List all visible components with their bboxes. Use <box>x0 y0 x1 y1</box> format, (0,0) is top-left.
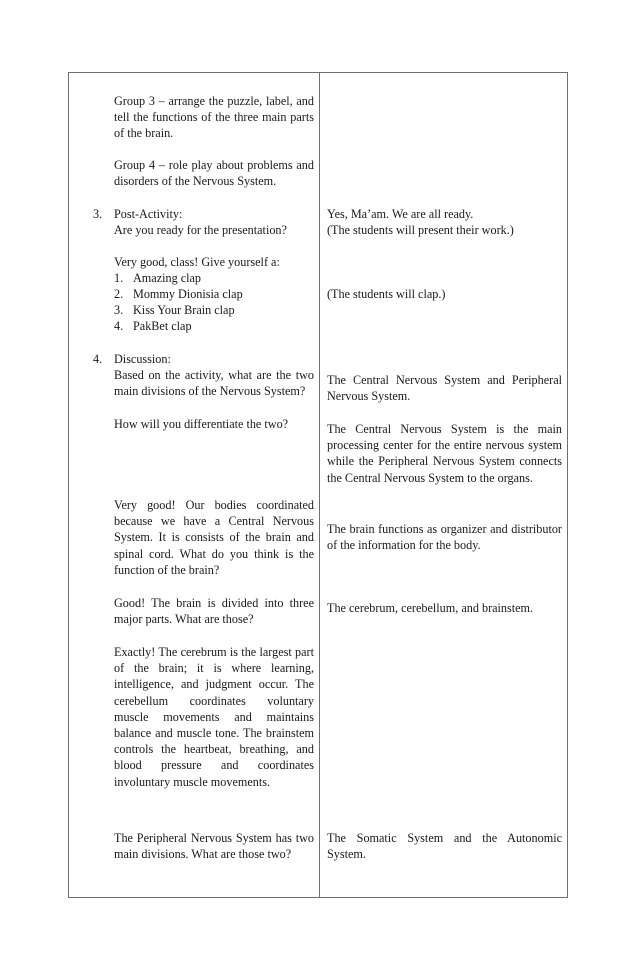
discussion-number: 4. <box>93 352 103 366</box>
discussion-heading: Discussion: <box>114 352 171 366</box>
question-brain-function: Very good! Our bodies coordinated because we have a Central Nervous System. It is consists of the brain and spinal cord. What do you think is the function of the brain? <box>114 498 314 577</box>
response-present: (The students will present their work.) <box>327 223 514 237</box>
response-brain-function: The brain functions as organizer and distributor of the information for the body. <box>327 522 562 553</box>
clap-label: Mommy Dionisia clap <box>133 287 243 301</box>
group3-instruction: Group 3 – arrange the puzzle, label, and tell the functions of the three main parts of the brain. <box>114 94 314 141</box>
response-brain-parts: The cerebrum, cerebellum, and brainstem. <box>327 601 534 615</box>
brain-parts-explanation: Exactly! The cerebrum is the largest part of the brain; it is where learning, intelligence, and judgment occur. The cerebellum coordinates voluntary muscle movements and maintains balance and muscle tone. The brainstem controls the heartbeat, breathing, and blood pressure and coordinates involuntary muscle movements. <box>114 645 314 789</box>
response-clap: (The students will clap.) <box>327 287 446 301</box>
clap-label: PakBet clap <box>133 319 192 333</box>
clap-label: Kiss Your Brain clap <box>133 303 235 317</box>
column-divider <box>319 72 320 898</box>
post-activity-number: 3. <box>93 207 103 221</box>
clap-label: Amazing clap <box>133 271 202 285</box>
question-two-divisions: Based on the activity, what are the two main divisions of the Nervous System? <box>114 368 314 399</box>
response-ready: Yes, Ma’am. We are all ready. <box>327 207 474 221</box>
clap-number: 2. <box>114 287 124 301</box>
praise-text: Very good, class! Give yourself a: <box>114 255 280 269</box>
post-activity-heading: Post-Activity: <box>114 207 183 221</box>
question-brain-parts: Good! The brain is divided into three major parts. What are those? <box>114 596 314 627</box>
question-differentiate: How will you differentiate the two? <box>114 417 289 431</box>
clap-number: 1. <box>114 271 124 285</box>
response-pns-divisions: The Somatic System and the Autonomic System. <box>327 831 562 862</box>
group4-instruction: Group 4 – role play about problems and disorders of the Nervous System. <box>114 158 314 189</box>
question-pns-divisions: The Peripheral Nervous System has two main divisions. What are those two? <box>114 831 314 862</box>
clap-number: 4. <box>114 319 124 333</box>
clap-number: 3. <box>114 303 124 317</box>
post-activity-question: Are you ready for the presentation? <box>114 223 287 237</box>
response-differentiate: The Central Nervous System is the main processing center for the entire nervous system while the Peripheral Nervous System connects the Central Nervous System to the organs. <box>327 422 562 485</box>
response-two-divisions: The Central Nervous System and Peripheral Nervous System. <box>327 373 562 404</box>
